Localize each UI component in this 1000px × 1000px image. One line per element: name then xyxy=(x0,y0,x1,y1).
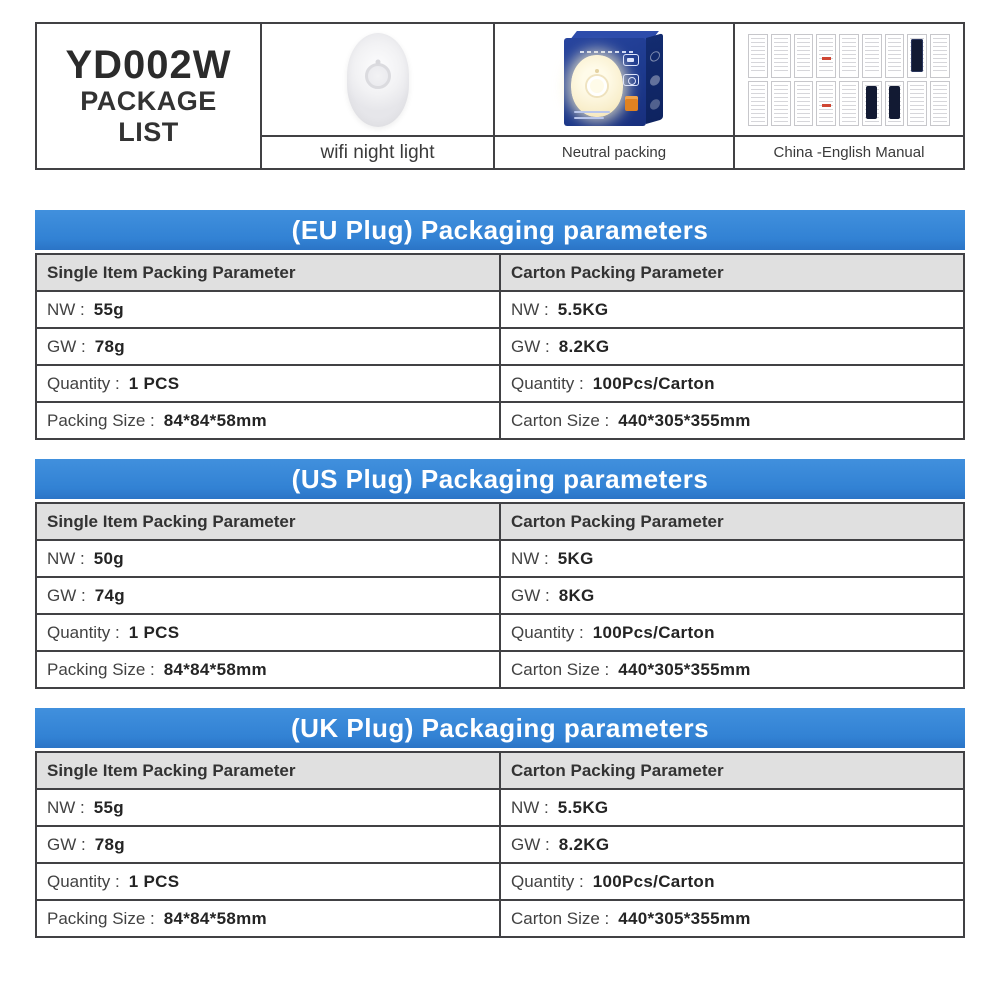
column-header-single: Single Item Packing Parameter xyxy=(36,752,500,789)
param-label: NW : xyxy=(511,548,549,568)
night-light-image-area xyxy=(262,24,493,137)
param-label: Quantity : xyxy=(511,373,584,393)
param-label: Quantity : xyxy=(511,871,584,891)
param-value: 5.5KG xyxy=(557,797,609,817)
column-header-row xyxy=(36,503,964,540)
table-title-us: (US Plug) Packaging parameters xyxy=(35,459,965,499)
row-nw xyxy=(36,789,964,826)
manual-label: China -English Manual xyxy=(773,144,925,161)
param-value: 78g xyxy=(94,834,125,854)
orange-badge-icon xyxy=(625,96,638,111)
param-value: 78g xyxy=(94,336,125,356)
column-header-row xyxy=(36,752,964,789)
param-value: 84*84*58mm xyxy=(163,659,267,679)
table-title-uk: (UK Plug) Packaging parameters xyxy=(35,708,965,748)
single-item-cell xyxy=(36,900,500,937)
box-bullet-line xyxy=(574,117,604,119)
row-gw xyxy=(36,577,964,614)
list-word: LIST xyxy=(118,117,179,147)
single-item-cell xyxy=(36,651,500,688)
param-value: 84*84*58mm xyxy=(163,908,267,928)
param-value: 1 PCS xyxy=(128,871,180,891)
night-light-product-image xyxy=(347,33,409,127)
param-label: GW : xyxy=(47,585,86,605)
row-nw xyxy=(36,540,964,577)
us-parameters-table xyxy=(35,502,965,689)
single-item-cell xyxy=(36,365,500,402)
single-item-cell xyxy=(36,402,500,439)
package-word: PACKAGE xyxy=(80,85,217,116)
box-tagline-strip xyxy=(580,51,636,53)
sensor-feature-icon xyxy=(623,74,639,86)
param-value: 5.5KG xyxy=(557,299,609,319)
param-value: 84*84*58mm xyxy=(163,410,267,430)
single-item-cell xyxy=(36,863,500,900)
carton-cell xyxy=(500,291,964,328)
param-label: GW : xyxy=(511,585,550,605)
package-item-manual xyxy=(733,24,963,168)
param-value: 1 PCS xyxy=(128,622,180,642)
manual-pages-image xyxy=(746,32,952,128)
param-value: 440*305*355mm xyxy=(618,659,751,679)
carton-cell xyxy=(500,826,964,863)
box-front-face xyxy=(564,38,646,126)
param-label: NW : xyxy=(47,299,85,319)
param-label: NW : xyxy=(47,797,85,817)
param-value: 440*305*355mm xyxy=(618,908,751,928)
row-size xyxy=(36,651,964,688)
param-label: Carton Size : xyxy=(511,659,610,679)
row-nw xyxy=(36,291,964,328)
wifi-feature-icon xyxy=(623,54,639,66)
param-label: Packing Size : xyxy=(47,659,155,679)
row-quantity xyxy=(36,365,964,402)
param-value: 74g xyxy=(94,585,125,605)
param-value: 100Pcs/Carton xyxy=(592,373,715,393)
carton-cell xyxy=(500,577,964,614)
param-value: 50g xyxy=(93,548,124,568)
carton-cell xyxy=(500,328,964,365)
param-value: 100Pcs/Carton xyxy=(592,871,715,891)
retail-box-label: Neutral packing xyxy=(561,144,667,161)
row-quantity xyxy=(36,614,964,651)
column-header-carton: Carton Packing Parameter xyxy=(500,752,964,789)
model-number: YD002W xyxy=(65,42,232,87)
param-value: 100Pcs/Carton xyxy=(592,622,715,642)
retail-box-image xyxy=(559,29,669,131)
column-header-row xyxy=(36,254,964,291)
column-header-carton: Carton Packing Parameter xyxy=(500,254,964,291)
carton-cell xyxy=(500,402,964,439)
single-item-cell xyxy=(36,826,500,863)
single-item-cell xyxy=(36,540,500,577)
param-value: 440*305*355mm xyxy=(618,410,751,430)
param-value: 55g xyxy=(93,299,124,319)
param-label: Carton Size : xyxy=(511,410,610,430)
column-header-single: Single Item Packing Parameter xyxy=(36,503,500,540)
param-label: Carton Size : xyxy=(511,908,610,928)
param-label: Quantity : xyxy=(47,622,120,642)
single-item-cell xyxy=(36,614,500,651)
packaging-table-uk xyxy=(35,708,965,938)
row-gw xyxy=(36,826,964,863)
row-size xyxy=(36,900,964,937)
single-item-cell xyxy=(36,328,500,365)
package-item-night-light xyxy=(260,24,493,168)
param-label: NW : xyxy=(47,548,85,568)
box-side-face xyxy=(646,33,663,124)
param-value: 1 PCS xyxy=(128,373,180,393)
param-value: 55g xyxy=(93,797,124,817)
carton-cell xyxy=(500,540,964,577)
param-label: Quantity : xyxy=(47,871,120,891)
package-overview xyxy=(35,22,965,170)
carton-cell xyxy=(500,789,964,826)
single-item-cell xyxy=(36,577,500,614)
param-label: GW : xyxy=(511,336,550,356)
param-label: NW : xyxy=(511,797,549,817)
retail-box-image-area xyxy=(495,24,733,137)
carton-cell xyxy=(500,863,964,900)
eu-parameters-table xyxy=(35,253,965,440)
param-label: Quantity : xyxy=(511,622,584,642)
package-item-retail-box xyxy=(493,24,733,168)
carton-cell xyxy=(500,651,964,688)
packaging-table-us xyxy=(35,459,965,689)
param-value: 8.2KG xyxy=(558,336,610,356)
row-gw xyxy=(36,328,964,365)
param-value: 8KG xyxy=(558,585,595,605)
product-title-block xyxy=(37,24,260,168)
box-night-light-art xyxy=(571,55,623,117)
column-header-single: Single Item Packing Parameter xyxy=(36,254,500,291)
packaging-table-eu xyxy=(35,210,965,440)
uk-parameters-table xyxy=(35,751,965,938)
box-bullet-line xyxy=(574,111,610,113)
param-value: 8.2KG xyxy=(558,834,610,854)
single-item-cell xyxy=(36,291,500,328)
param-label: GW : xyxy=(511,834,550,854)
param-label: NW : xyxy=(511,299,549,319)
carton-cell xyxy=(500,614,964,651)
param-label: Packing Size : xyxy=(47,908,155,928)
table-title-eu: (EU Plug) Packaging parameters xyxy=(35,210,965,250)
manual-image-area xyxy=(735,24,963,137)
carton-cell xyxy=(500,900,964,937)
param-label: Packing Size : xyxy=(47,410,155,430)
param-label: GW : xyxy=(47,834,86,854)
column-header-carton: Carton Packing Parameter xyxy=(500,503,964,540)
carton-cell xyxy=(500,365,964,402)
night-light-label: wifi night light xyxy=(320,141,435,163)
row-size xyxy=(36,402,964,439)
row-quantity xyxy=(36,863,964,900)
single-item-cell xyxy=(36,789,500,826)
param-value: 5KG xyxy=(557,548,594,568)
param-label: GW : xyxy=(47,336,86,356)
param-label: Quantity : xyxy=(47,373,120,393)
